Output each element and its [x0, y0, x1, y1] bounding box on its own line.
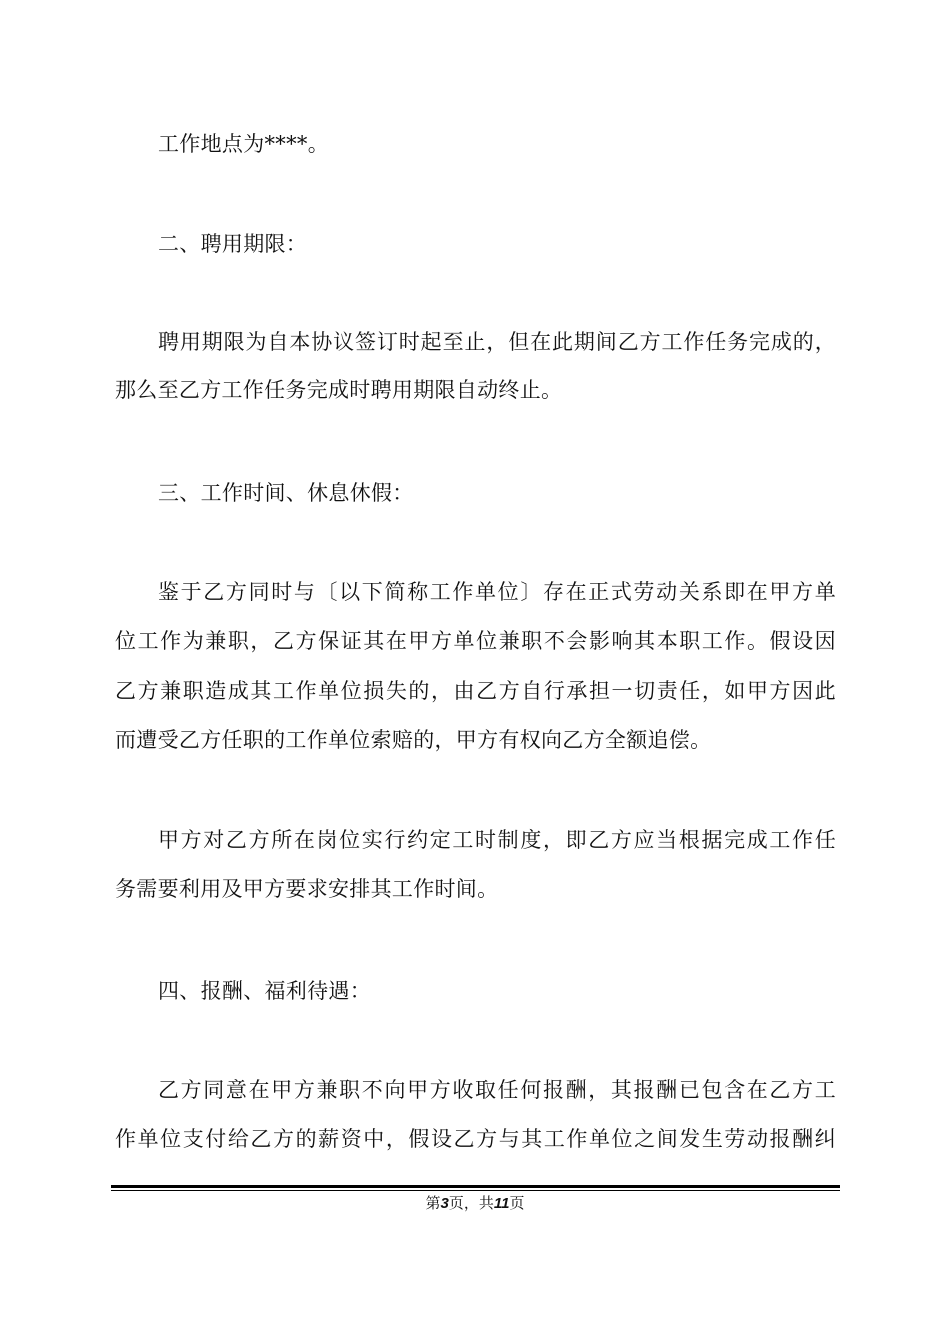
footer-divider-thick — [111, 1185, 840, 1188]
page-footer — [0, 1193, 950, 1214]
paragraph-hours-line-1: 甲方对乙方所在岗位实行约定工时制度，即乙方应当根据完成工作任 — [158, 828, 836, 852]
paragraph-parttime-line-3: 乙方兼职造成其工作单位损失的，由乙方自行承担一切责任，如甲方因此 — [115, 679, 836, 703]
paragraph-parttime-line-2: 位工作为兼职，乙方保证其在甲方单位兼职不会影响其本职工作。假设因 — [115, 629, 836, 653]
section-heading-hours: 三、工作时间、休息休假： — [158, 481, 414, 505]
footer-suffix: 页 — [509, 1194, 525, 1212]
section-heading-pay: 四、报酬、福利待遇： — [158, 979, 371, 1003]
current-page-number: 3 — [440, 1195, 449, 1212]
section-heading-term: 二、聘用期限： — [158, 232, 308, 256]
paragraph-parttime-line-1: 鉴于乙方同时与〔以下简称工作单位〕存在正式劳动关系即在甲方单 — [158, 580, 836, 604]
paragraph-work-location: 工作地点为****。 — [158, 132, 329, 156]
paragraph-parttime-line-4: 而遭受乙方任职的工作单位索赔的，甲方有权向乙方全额追偿。 — [115, 728, 712, 752]
paragraph-pay-line-1: 乙方同意在甲方兼职不向甲方收取任何报酬，其报酬已包含在乙方工 — [158, 1078, 836, 1102]
footer-prefix: 第 — [425, 1194, 441, 1212]
paragraph-pay-line-2: 作单位支付给乙方的薪资中，假设乙方与其工作单位之间发生劳动报酬纠 — [115, 1127, 836, 1151]
footer-divider-thin — [111, 1190, 840, 1191]
total-page-count: 11 — [493, 1195, 510, 1212]
paragraph-term-line-1: 聘用期限为自本协议签订时起至止，但在此期间乙方工作任务完成的， — [158, 330, 836, 354]
paragraph-term-line-2: 那么至乙方工作任务完成时聘用期限自动终止。 — [115, 378, 563, 402]
footer-middle: 页，共 — [448, 1194, 494, 1212]
paragraph-hours-line-2: 务需要利用及甲方要求安排其工作时间。 — [115, 877, 499, 901]
